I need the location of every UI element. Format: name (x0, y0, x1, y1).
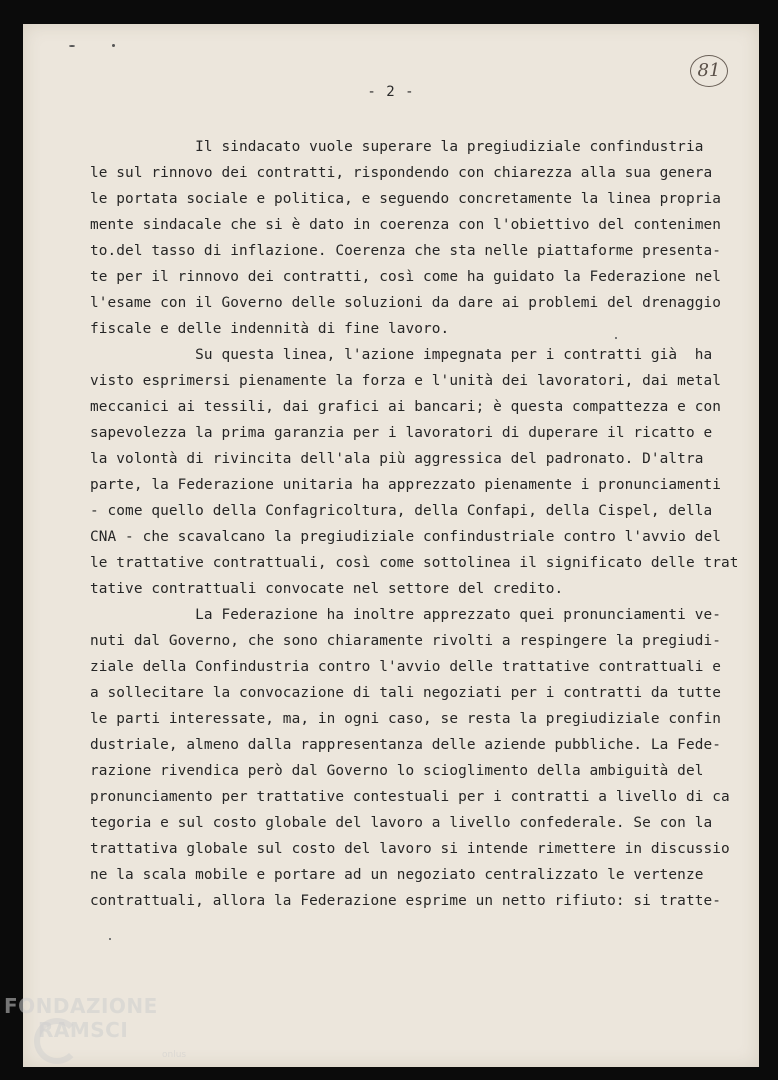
text-line: a sollecitare la convocazione di tali negoziati per i contratti da tutte (90, 685, 721, 701)
text-line: visto esprimersi pienamente la forza e l'unità dei lavoratori, dai metal (90, 373, 721, 389)
watermark-line1: FONDAZIONE (4, 994, 158, 1018)
text-line: parte, la Federazione unitaria ha apprezzato pienamente i pronunciamenti (90, 477, 721, 493)
document-page (23, 24, 759, 1067)
stray-mark (109, 938, 111, 940)
watermark-suffix: onlus (162, 1050, 187, 1060)
text-line: le sul rinnovo dei contratti, rispondendo con chiarezza alla sua genera (90, 165, 713, 181)
text-line: trattativa globale sul costo del lavoro si intende rimettere in discussio (90, 841, 730, 857)
text-line: te per il rinnovo dei contratti, così come ha guidato la Federazione nel (90, 269, 721, 285)
text-line: le parti interessate, ma, in ogni caso, se resta la pregiudiziale confin (90, 711, 721, 727)
text-line: - come quello della Confagricoltura, della Confapi, della Cispel, della (90, 503, 713, 519)
text-line: Il sindacato vuole superare la pregiudiziale confindustria (90, 139, 704, 155)
ink-speck (112, 44, 115, 47)
text-line: meccanici ai tessili, dai grafici ai bancari; è questa compattezza e con (90, 399, 721, 415)
text-line: mente sindacale che si è dato in coerenza con l'obiettivo del contenimen (90, 217, 721, 233)
text-line: tative contrattuali convocate nel settore del credito. (90, 581, 564, 597)
page-number: - 2 - (367, 84, 415, 100)
text-line: contrattuali, allora la Federazione esprime un netto rifiuto: si tratte- (90, 893, 721, 909)
text-line: le portata sociale e politica, e seguendo concretamente la linea propria (90, 191, 721, 207)
text-line: l'esame con il Governo delle soluzioni da dare ai problemi del drenaggio (90, 295, 721, 311)
text-line: ne la scala mobile e portare ad un negoziato centralizzato le vertenze (90, 867, 704, 883)
text-line: nuti dal Governo, che sono chiaramente rivolti a respingere la pregiudi- (90, 633, 721, 649)
archive-number-stamp: 81 (690, 55, 728, 87)
text-line: Su questa linea, l'azione impegnata per i contratti già ha (90, 347, 713, 363)
text-line: razione rivendica però dal Governo lo scioglimento della ambiguità del (90, 763, 704, 779)
stray-mark (615, 337, 617, 339)
body-text (90, 134, 755, 914)
text-line: fiscale e delle indennità di fine lavoro. (90, 321, 450, 337)
text-line: pronunciamento per trattative contestuali per i contratti a livello di ca (90, 789, 730, 805)
text-line: ziale della Confindustria contro l'avvio delle trattative contrattuali e (90, 659, 721, 675)
fondazione-gramsci-watermark (4, 994, 204, 1074)
text-line: CNA - che scavalcano la pregiudiziale confindustriale contro l'avvio del (90, 529, 721, 545)
text-line: to.del tasso di inflazione. Coerenza che sta nelle piattaforme presenta- (90, 243, 721, 259)
watermark-line2: RAMSCI (38, 1018, 129, 1042)
text-line: dustriale, almeno dalla rappresentanza delle aziende pubbliche. La Fede- (90, 737, 721, 753)
text-line: sapevolezza la prima garanzia per i lavoratori di duperare il ricatto e (90, 425, 713, 441)
text-line: la volontà di rivincita dell'ala più aggressica del padronato. D'altra (90, 451, 704, 467)
text-line: le trattative contrattuali, così come sottolinea il significato delle trat (90, 555, 739, 571)
text-line: tegoria e sul costo globale del lavoro a livello confederale. Se con la (90, 815, 713, 831)
text-line: La Federazione ha inoltre apprezzato quei pronunciamenti ve- (90, 607, 721, 623)
ink-speck (69, 45, 75, 47)
